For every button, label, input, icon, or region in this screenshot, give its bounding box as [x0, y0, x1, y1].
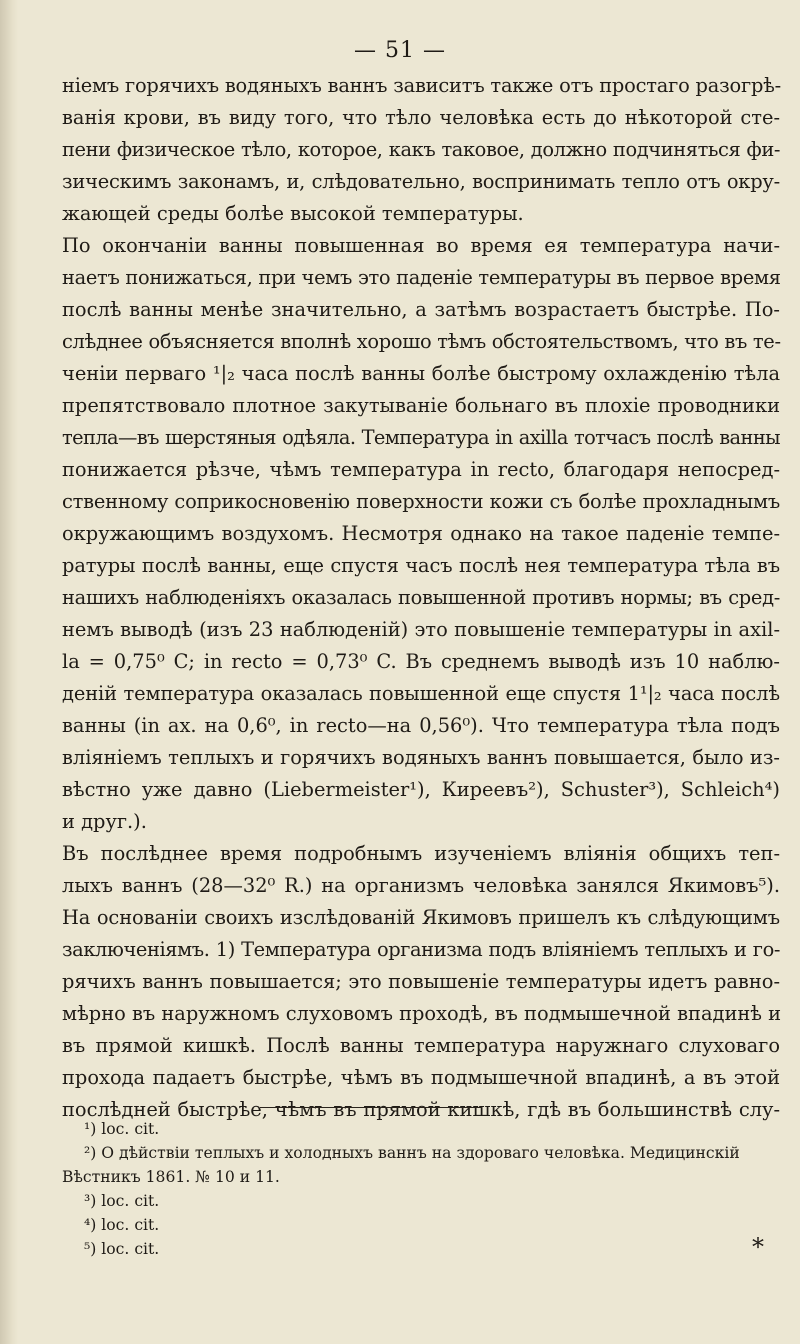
text-line: По окончаніи ванны повышенная во время ея температура начи- [62, 234, 780, 257]
text-line: окружающимъ воздухомъ. Несмотря однако на такое паденіе темпе- [62, 522, 780, 545]
footnote: ³) loc. cit. [84, 1192, 160, 1210]
text-line: заключеніямъ. 1) Температура организма подъ вліяніемъ теплыхъ и го- [62, 938, 780, 961]
page-number: — 51 — [354, 38, 446, 63]
footnote-continuation: Вѣстникъ 1861. № 10 и 11. [62, 1168, 280, 1186]
text-line: препятствовало плотное закутываніе больнаго въ плохіе проводники [62, 394, 780, 417]
text-line: лыхъ ваннъ (28—32⁰ R.) на организмъ человѣка занялся Якимовъ⁵). [62, 874, 780, 897]
text-line: Въ послѣднее время подробнымъ изученіемъ вліянія общихъ теп- [62, 842, 780, 865]
text-line: наетъ понижаться, при чемъ это паденіе температуры въ первое время [62, 266, 781, 289]
text-line: послѣдней быстрѣе, чѣмъ въ прямой кишкѣ, гдѣ въ большинствѣ слу- [62, 1098, 780, 1121]
text-line: ственному соприкосновенію поверхности кожи съ болѣе прохладнымъ [62, 490, 780, 513]
footnote: ⁵) loc. cit. [84, 1240, 160, 1258]
text-line: тепла—въ шерстяныя одѣяла. Температура in axilla тотчасъ послѣ ванны [62, 426, 780, 449]
footnote: ⁴) loc. cit. [84, 1216, 160, 1234]
text-line: ніемъ горячихъ водяныхъ ваннъ зависитъ также отъ простаго разогрѣ- [62, 74, 781, 97]
footnotes [62, 1117, 780, 1261]
text-line: ванія крови, въ виду того, что тѣло человѣка есть до нѣкоторой сте- [62, 106, 780, 129]
text-line: немъ выводѣ (изъ 23 наблюденій) это повышеніе температуры in axil- [62, 618, 780, 641]
signature-mark: * [752, 1233, 764, 1261]
text-line: ратуры послѣ ванны, еще спустя часъ послѣ нея температура тѣла въ [62, 554, 780, 577]
text-line: мѣрно въ наружномъ слуховомъ проходѣ, въ подмышечной впадинѣ и [62, 1002, 782, 1025]
text-line: На основаніи своихъ изслѣдованій Якимовъ пришелъ къ слѣдующимъ [62, 906, 780, 929]
footnote-separator [260, 1107, 482, 1108]
text-line: вѣстно уже давно (Liebermeister¹), Киреевъ²), Schuster³), Schleich⁴) [62, 778, 780, 801]
text-line: вліяніемъ теплыхъ и горячихъ водяныхъ ваннъ повышается, было из- [62, 746, 780, 769]
footnote: ¹) loc. cit. [84, 1120, 160, 1138]
footnote: ²) О дѣйствіи теплыхъ и холодныхъ ваннъ на здороваго человѣка. Медицинскій [84, 1144, 740, 1162]
text-line: la = 0,75⁰ C; in recto = 0,73⁰ C. Въ среднемъ выводѣ изъ 10 наблю- [62, 650, 780, 673]
text-line: жающей среды болѣе высокой температуры. [62, 202, 524, 225]
text-line: прохода падаетъ быстрѣе, чѣмъ въ подмышечной впадинѣ, а въ этой [62, 1066, 780, 1089]
text-line: и друг.). [62, 810, 147, 833]
text-line: пени физическое тѣло, которое, какъ таковое, должно подчиняться фи- [62, 138, 780, 161]
text-line: рячихъ ваннъ повышается; это повышеніе температуры идетъ равно- [62, 970, 780, 993]
text-line: деній температура оказалась повышенной еще спустя 1¹|₂ часа послѣ [62, 682, 780, 705]
text-line: зическимъ законамъ, и, слѣдовательно, воспринимать тепло отъ окру- [62, 170, 780, 193]
text-line: послѣ ванны менѣе значительно, а затѣмъ возрастаетъ быстрѣе. По- [62, 298, 780, 321]
text-line: ванны (in ax. на 0,6⁰, in recto—на 0,56⁰). Что температура тѣла подъ [62, 714, 780, 737]
text-line: слѣднее объясняется вполнѣ хорошо тѣмъ обстоятельствомъ, что въ те- [62, 330, 781, 353]
page-spine-shadow [0, 0, 18, 1344]
text-line: понижается рѣзче, чѣмъ температура in recto, благодаря непосред- [62, 458, 780, 481]
text-line: нашихъ наблюденіяхъ оказалась повышенной противъ нормы; въ сред- [62, 586, 780, 609]
text-line: ченіи перваго ¹|₂ часа послѣ ванны болѣе быстрому охлажденію тѣла [62, 362, 780, 385]
body-text [62, 70, 780, 1126]
text-line: въ прямой кишкѣ. Послѣ ванны температура наружнаго слуховаго [62, 1034, 780, 1057]
